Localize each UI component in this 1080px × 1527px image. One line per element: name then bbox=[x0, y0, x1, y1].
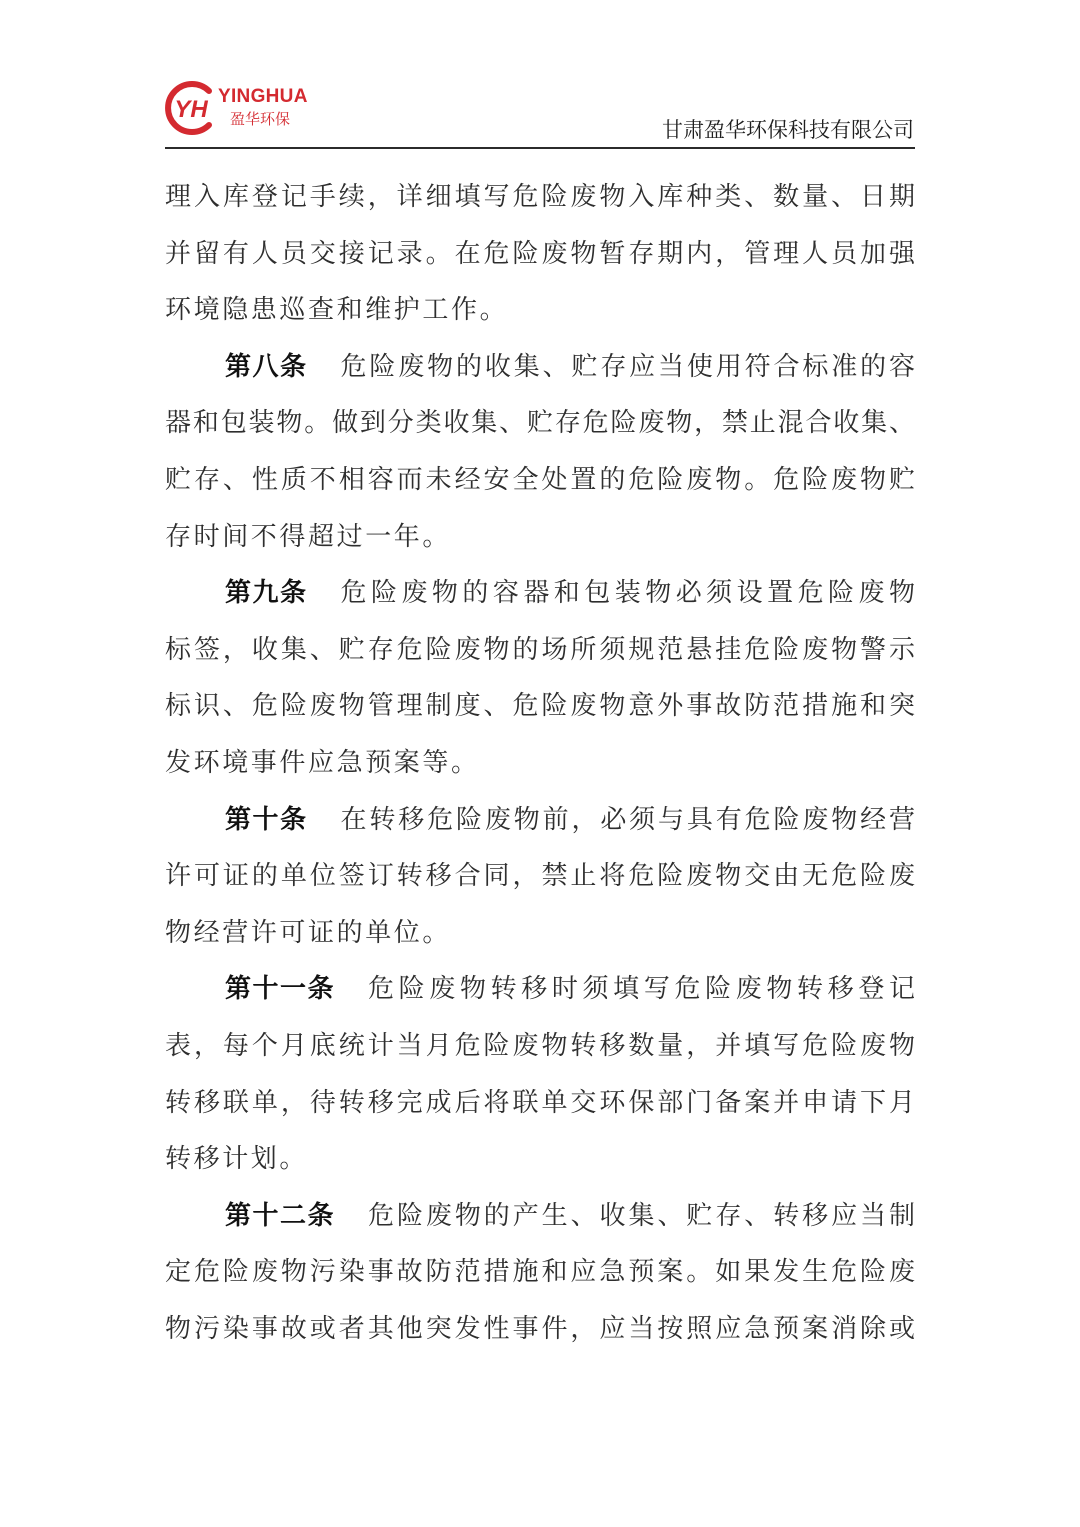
paragraph-line: 转移联单，待转移完成后将联单交环保部门备案并申请下月 bbox=[165, 1087, 915, 1118]
paragraph-first-line bbox=[165, 961, 915, 1018]
paragraph-line: 物污染事故或者其他突发性事件，应当按照应急预案消除或 bbox=[165, 1313, 915, 1344]
paragraph-first-line bbox=[165, 1188, 915, 1245]
logo-mark-text: YH bbox=[174, 96, 208, 123]
paragraph-line: 标识、危险废物管理制度、危险废物意外事故防范措施和突 bbox=[165, 691, 915, 722]
paragraph-line: 许可证的单位签订转移合同，禁止将危险废物交由无危险废 bbox=[165, 861, 915, 892]
article-12 bbox=[165, 1188, 915, 1358]
article-11 bbox=[165, 961, 915, 1187]
paragraph-line: 在转移危险废物前，必须与具有危险废物经营 bbox=[340, 804, 915, 835]
paragraph-line: 贮存、性质不相容而未经安全处置的危险废物。危险废物贮 bbox=[165, 464, 915, 495]
paragraph-line: 定危险废物污染事故防范措施和应急预案。如果发生危险废 bbox=[165, 1257, 915, 1288]
paragraph-line: 危险废物转移时须填写危险废物转移登记 bbox=[368, 974, 915, 1005]
article-heading: 第十二条 bbox=[225, 1200, 336, 1231]
company-name: 甘肃盈华环保科技有限公司 bbox=[662, 118, 914, 142]
paragraph-line: 物经营许可证的单位。 bbox=[165, 917, 452, 948]
paragraph-first-line bbox=[165, 792, 915, 849]
paragraph-continued bbox=[165, 169, 915, 339]
paragraph-line: 器和包装物。做到分类收集、贮存危险废物，禁止混合收集、 bbox=[165, 408, 915, 439]
article-9 bbox=[165, 565, 915, 791]
article-8 bbox=[165, 339, 915, 565]
article-heading: 第九条 bbox=[225, 578, 308, 609]
paragraph-line: 表，每个月底统计当月危险废物转移数量，并填写危险废物 bbox=[165, 1030, 915, 1061]
paragraph-first-line bbox=[165, 565, 915, 622]
paragraph-line: 并留有人员交接记录。在危险废物暂存期内，管理人员加强 bbox=[165, 238, 915, 269]
paragraph-line: 标签，收集、贮存危险废物的场所须规范悬挂危险废物警示 bbox=[165, 634, 915, 665]
paragraph-line: 发环境事件应急预案等。 bbox=[165, 747, 480, 778]
logo-text-en: YINGHUA bbox=[218, 86, 308, 107]
company-logo-icon bbox=[162, 79, 220, 137]
article-heading: 第十条 bbox=[225, 804, 308, 835]
header-divider bbox=[165, 147, 915, 149]
article-heading: 第八条 bbox=[225, 351, 308, 382]
document-body bbox=[165, 169, 915, 1357]
paragraph-line: 环境隐患巡查和维护工作。 bbox=[165, 295, 509, 326]
paragraph-line: 存时间不得超过一年。 bbox=[165, 521, 452, 552]
paragraph-line: 理入库登记手续，详细填写危险废物入库种类、数量、日期 bbox=[165, 182, 915, 212]
paragraph-first-line bbox=[165, 339, 915, 396]
logo-text-cn: 盈华环保 bbox=[230, 110, 291, 128]
paragraph-line: 危险废物的收集、贮存应当使用符合标准的容 bbox=[340, 351, 915, 382]
article-10 bbox=[165, 792, 915, 962]
paragraph-line: 转移计划。 bbox=[165, 1144, 309, 1175]
paragraph-line: 危险废物的容器和包装物必须设置危险废物 bbox=[340, 578, 915, 609]
paragraph-line: 危险废物的产生、收集、贮存、转移应当制 bbox=[368, 1200, 915, 1231]
article-heading: 第十一条 bbox=[225, 974, 336, 1005]
